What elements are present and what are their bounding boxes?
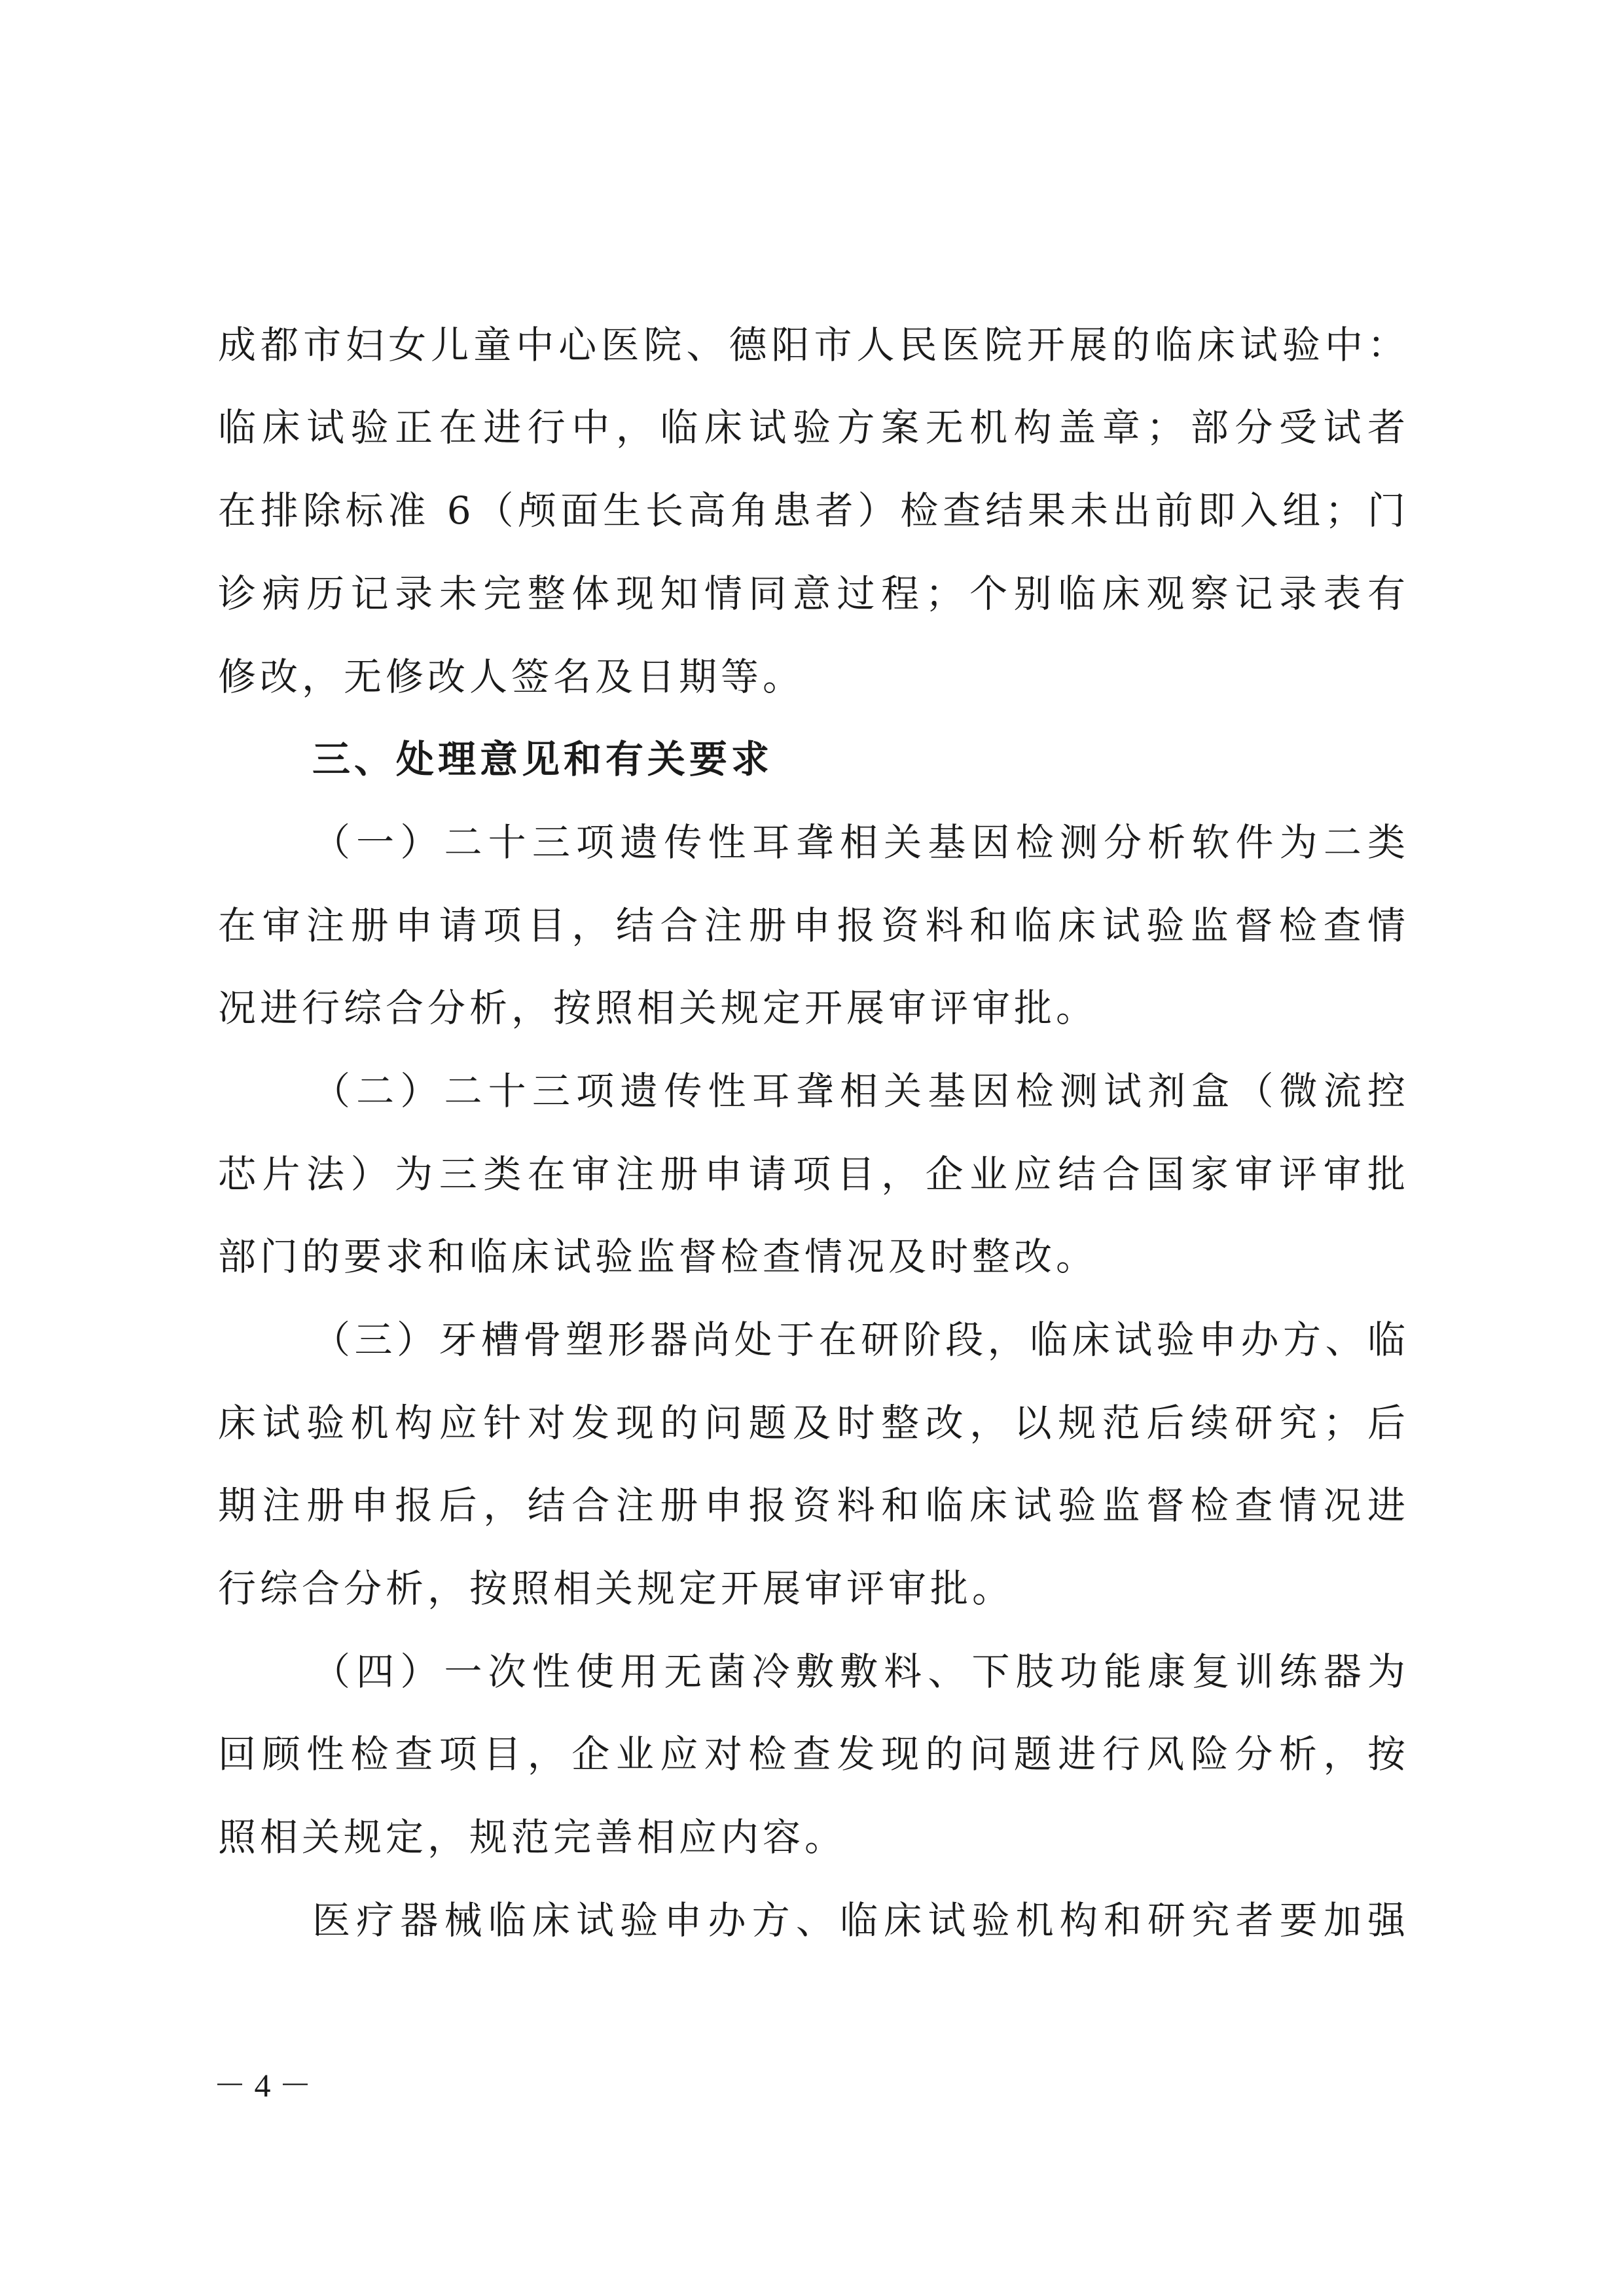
body-text-line: 床试验机构应针对发现的问题及时整改，以规范后续研究；后	[218, 1401, 1409, 1445]
body-text-line: 回顾性检查项目，企业应对检查发现的问题进行风险分析，按	[218, 1732, 1409, 1776]
page-number: － 4 －	[213, 2067, 312, 2104]
body-text-line: 诊病历记录未完整体现知情同意过程；个别临床观察记录表有	[218, 571, 1409, 616]
body-text-line: （二）二十三项遗传性耳聋相关基因检测试剂盒（微流控	[312, 1069, 1409, 1113]
body-text-line: （三）牙槽骨塑形器尚处于在研阶段，临床试验申办方、临	[312, 1318, 1409, 1362]
body-text-line: 医疗器械临床试验申办方、临床试验机构和研究者要加强	[312, 1898, 1409, 1943]
body-text-line: 在审注册申请项目，结合注册申报资料和临床试验监督检查情	[218, 903, 1409, 948]
body-text-line: 修改，无修改人签名及日期等。	[218, 655, 805, 699]
body-text-line: （四）一次性使用无菌冷敷敷料、下肢功能康复训练器为	[312, 1649, 1409, 1694]
body-text-line: 况进行综合分析，按照相关规定开展审评审批。	[218, 986, 1098, 1030]
body-text-line: 临床试验正在进行中，临床试验方案无机构盖章；部分受试者	[218, 405, 1409, 450]
body-text-line: 在排除标准 6（颅面生长高角患者）检查结果未出前即入组；门	[218, 488, 1409, 533]
section-heading: 三、处理意见和有关要求	[312, 737, 774, 781]
body-text-line: 行综合分析，按照相关规定开展审评审批。	[218, 1566, 1015, 1611]
body-text-line: 部门的要求和临床试验监督检查情况及时整改。	[218, 1234, 1098, 1279]
body-text-line: 成都市妇女儿童中心医院、德阳市人民医院开展的临床试验中：	[218, 323, 1409, 367]
body-text-line: 照相关规定，规范完善相应内容。	[218, 1815, 847, 1859]
body-text-line: （一）二十三项遗传性耳聋相关基因检测分析软件为二类	[312, 820, 1409, 865]
body-text-line: 芯片法）为三类在审注册申请项目，企业应结合国家审评审批	[218, 1152, 1409, 1196]
body-text-line: 期注册申报后，结合注册申报资料和临床试验监督检查情况进	[218, 1483, 1409, 1528]
